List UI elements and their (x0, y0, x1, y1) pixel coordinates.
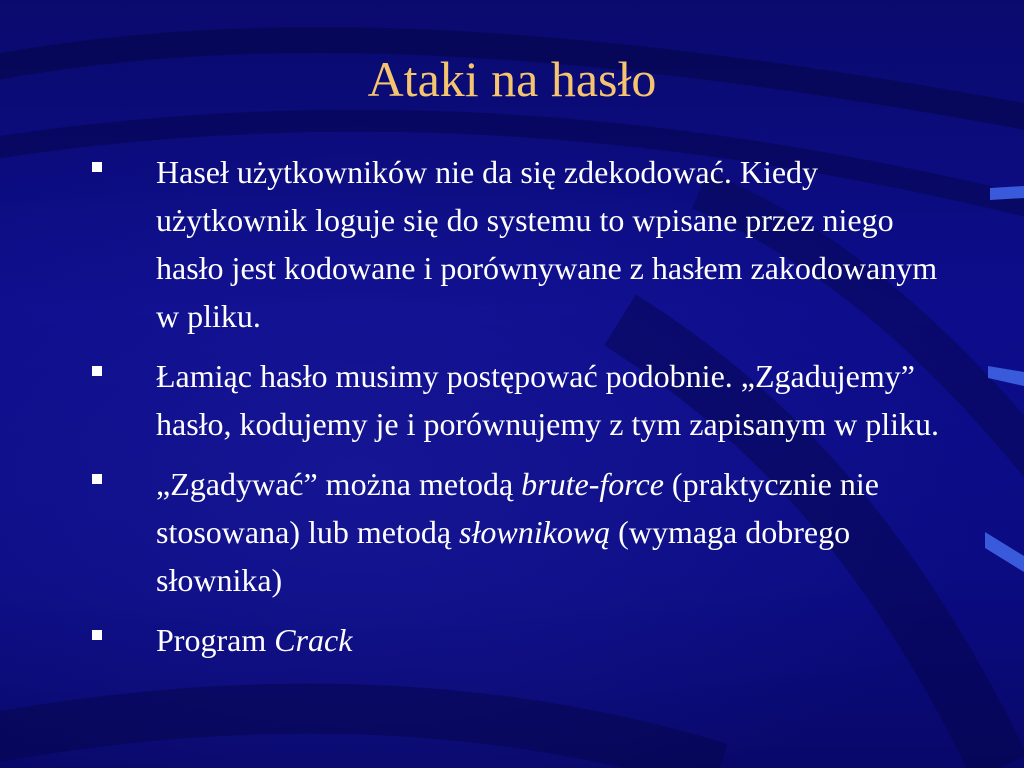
bullet-text-segment: Haseł użytkowników nie da się zdekodować. Kiedy użytkownik loguje się do systemu to wpisane przez niego hasło jest kodowane i porównywane z hasłem zakodowanym w pliku. (156, 154, 938, 334)
bullet-item (88, 460, 968, 604)
bullet-text-italic: słownikową (459, 514, 611, 550)
bullet-text (156, 148, 968, 340)
bullet-item (88, 352, 968, 448)
bullet-square-icon (92, 366, 102, 376)
bullet-list (88, 148, 968, 676)
bullet-text-segment: Łamiąc hasło musimy postępować podobnie. „Zgadujemy” hasło, kodujemy je i porównujemy z tym zapisanym w pliku. (156, 358, 939, 442)
bullet-text-italic: brute-force (521, 466, 664, 502)
accent-stripe-1 (990, 186, 1024, 200)
bullet-text-segment: Program (156, 622, 275, 658)
bullet-text-segment: „Zgadywać” można metodą (156, 466, 522, 502)
bullet-text-segment: (wymaga dobrego słownika) (156, 514, 851, 598)
bullet-text (156, 460, 968, 604)
bullet-square-icon (92, 474, 102, 484)
bullet-text-italic: Crack (274, 622, 353, 658)
bullet-item (88, 616, 968, 664)
bullet-text (156, 352, 968, 448)
bullet-text-segment: (praktycznie nie stosowana) lub metodą (156, 466, 879, 550)
bullet-square-icon (92, 162, 102, 172)
slide-title: Ataki na hasło (367, 51, 657, 107)
accent-stripe-3 (985, 532, 1024, 572)
bullet-square-icon (92, 630, 102, 640)
bullet-text (156, 616, 968, 664)
bullet-item (88, 148, 968, 340)
swoosh-band-5 (0, 709, 720, 768)
